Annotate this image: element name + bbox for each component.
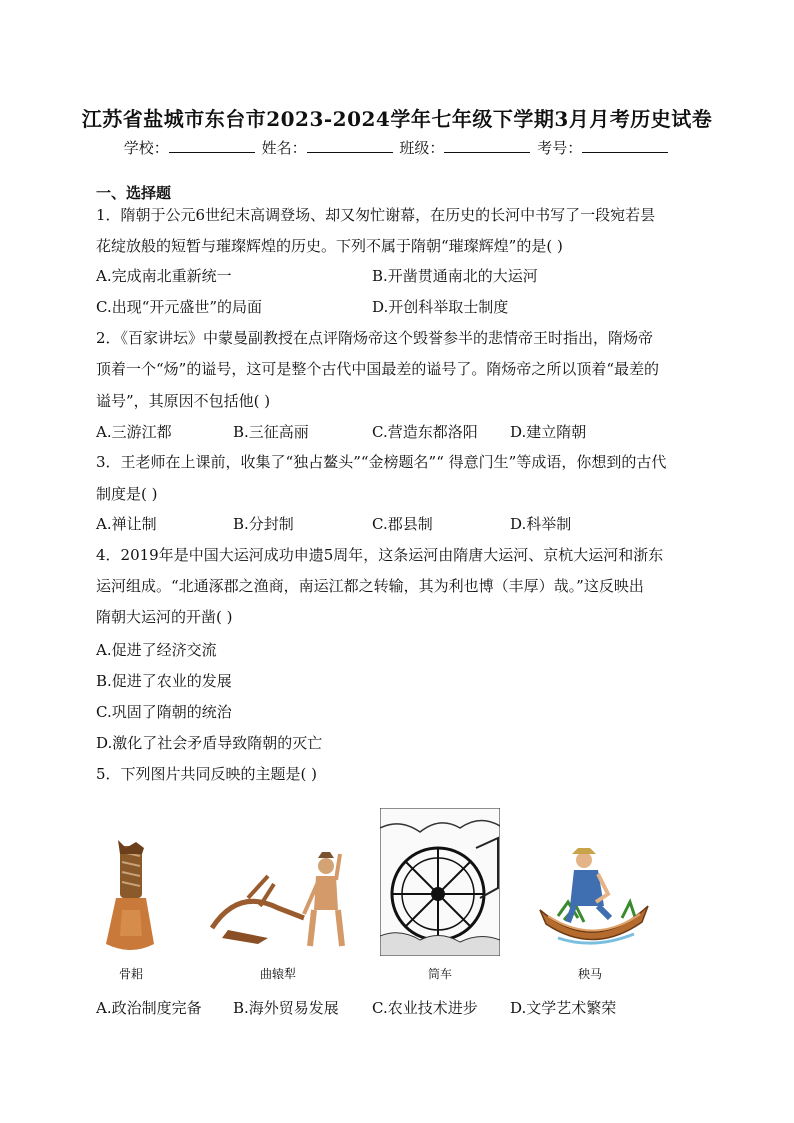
q3-line1: 3．王老师在上课前，收集了“独占鳌头”“金榜题名”“ 得意门生”等成语，你想到的古代	[96, 453, 667, 471]
q1-option-a: A.完成南北重新统一	[96, 267, 232, 285]
q3-line2: 制度是( )	[96, 485, 158, 503]
q1-line1: 1．隋朝于公元6世纪末高调登场、却又匆忙谢幕，在历史的长河中书写了一段宛若昙	[96, 206, 656, 224]
q2-option-a: A.三游江都	[96, 423, 172, 441]
q2-line2: 顶着一个“炀”的谥号，这可是整个古代中国最差的谥号了。隋炀帝之所以顶着“最差的	[96, 360, 660, 378]
name-label: 姓名：	[261, 139, 307, 157]
info-fields	[0, 137, 794, 158]
exam-title: 江苏省盐城市东台市2023-2024学年七年级下学期3月月考历史试卷	[81, 107, 713, 131]
school-blank[interactable]	[169, 138, 255, 153]
q3-option-b: B.分封制	[233, 515, 294, 533]
q3-option-c: C.郡县制	[372, 515, 433, 533]
q5-option-d: D.文学艺术繁荣	[510, 999, 617, 1017]
q3-option-a: A.禅让制	[96, 515, 157, 533]
q1-line2: 花绽放般的短暂与璀璨辉煌的历史。下列不属于隋朝“璀璨辉煌”的是( )	[96, 237, 563, 255]
class-blank[interactable]	[444, 138, 530, 153]
class-label: 班级：	[399, 139, 445, 157]
q1-option-c: C.出现“开元盛世”的局面	[96, 298, 263, 316]
q1-option-d: D.开创科举取士制度	[372, 298, 509, 316]
number-label: 考号：	[537, 139, 583, 157]
q4-line2: 运河组成。“北通涿郡之渔商，南运江都之转输，其为利也博（丰厚）哉。”这反映出	[96, 577, 644, 595]
school-label: 学校：	[123, 139, 169, 157]
q4-line1: 4．2019年是中国大运河成功申遗5周年，这条运河由隋唐大运河、京杭大运河和浙东	[96, 546, 664, 564]
bone-spade-image	[96, 840, 166, 958]
q4-option-c: C.巩固了隋朝的统治	[96, 703, 232, 721]
q5-option-c: C.农业技术进步	[372, 999, 478, 1017]
q2-option-c: C.营造东都洛阳	[372, 423, 478, 441]
caption-bone-spade: 骨耜	[118, 967, 143, 981]
caption-seedling-horse: 秧马	[577, 967, 602, 981]
water-wheel-image	[380, 808, 500, 956]
caption-curved-plow: 曲辕犁	[259, 967, 296, 981]
q4-option-d: D.激化了社会矛盾导致隋朝的灭亡	[96, 734, 323, 752]
q3-option-d: D.科举制	[510, 515, 572, 533]
number-blank[interactable]	[582, 138, 668, 153]
q1-option-b: B.开凿贯通南北的大运河	[372, 267, 538, 285]
caption-water-wheel: 筒车	[427, 967, 452, 981]
section-heading: 一、选择题	[96, 184, 172, 202]
q2-option-b: B.三征高丽	[233, 423, 309, 441]
q5-option-a: A.政治制度完备	[96, 999, 202, 1017]
q2-option-d: D.建立隋朝	[510, 423, 587, 441]
q2-line1: 2．《百家讲坛》中蒙曼副教授在点评隋炀帝这个毁誉参半的悲情帝王时指出，隋炀帝	[96, 329, 654, 347]
name-blank[interactable]	[307, 138, 393, 153]
seedling-horse-image	[538, 846, 650, 958]
curved-plow-image	[208, 848, 348, 952]
q4-line3: 隋朝大运河的开凿( )	[96, 608, 233, 626]
q5-line1: 5．下列图片共同反映的主题是( )	[96, 765, 318, 783]
q4-option-a: A.促进了经济交流	[96, 641, 217, 659]
q2-line3: 谥号”，其原因不包括他( )	[96, 392, 271, 410]
q5-option-b: B.海外贸易发展	[233, 999, 339, 1017]
q4-option-b: B.促进了农业的发展	[96, 672, 232, 690]
